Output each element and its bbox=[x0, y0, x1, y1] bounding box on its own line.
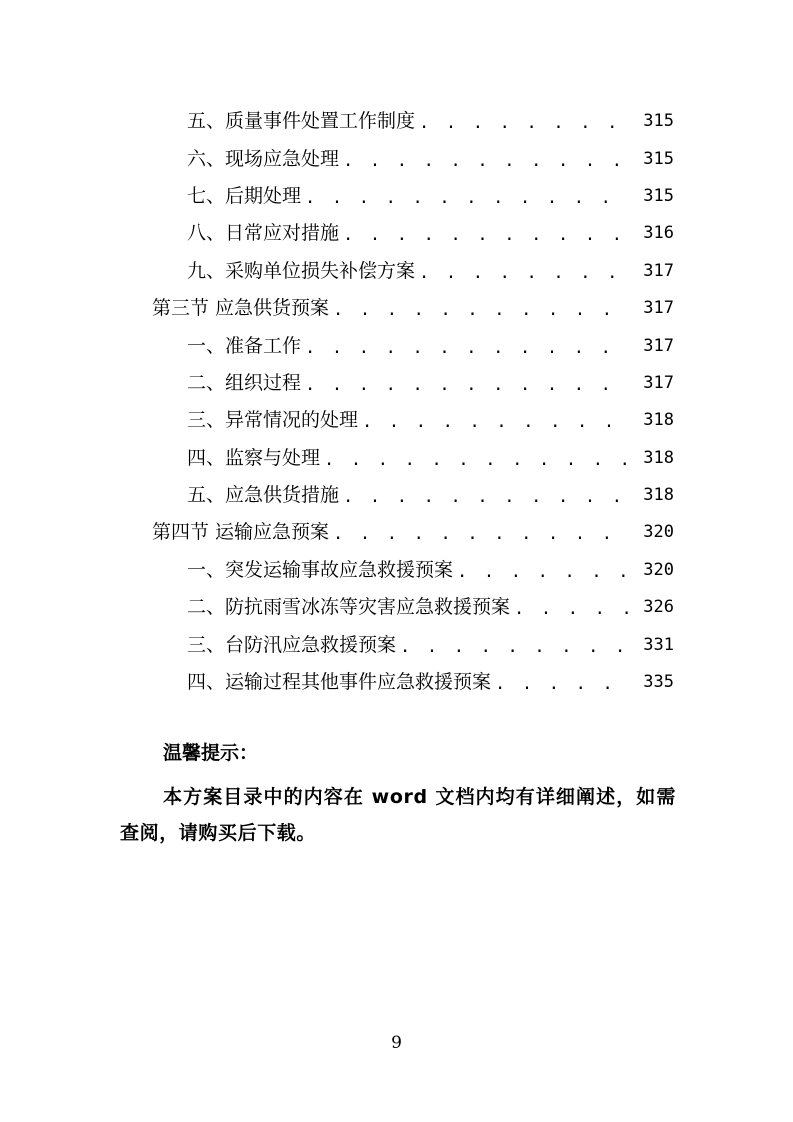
toc-entry-title: 九、采购单位损失补偿方案 bbox=[187, 259, 416, 282]
toc-entry-title: 七、后期处理 bbox=[187, 184, 302, 207]
toc-dot-leader bbox=[457, 564, 630, 581]
toc-entry-page: 320 bbox=[643, 559, 674, 580]
toc-section-entry[interactable] bbox=[0, 514, 793, 551]
toc-dot-leader bbox=[333, 526, 630, 543]
toc-entry[interactable] bbox=[0, 253, 793, 290]
toc-entry-page: 317 bbox=[643, 260, 674, 281]
toc-entry-title: 三、异常情况的处理 bbox=[187, 409, 359, 432]
toc-entry-title: 四、运输过程其他事件应急救援预案 bbox=[187, 671, 492, 694]
toc-dot-leader bbox=[324, 452, 630, 469]
toc-entry[interactable] bbox=[0, 327, 793, 364]
toc-entry-page: 316 bbox=[643, 223, 674, 244]
toc-dot-leader bbox=[400, 639, 630, 656]
toc-entry-page: 318 bbox=[643, 485, 674, 506]
toc-entry[interactable] bbox=[0, 589, 793, 626]
toc-entry-title: 第四节 运输应急预案 bbox=[152, 521, 330, 544]
toc-entry-title: 一、突发运输事故应急救援预案 bbox=[187, 558, 454, 581]
toc-entry-title: 五、应急供货措施 bbox=[187, 484, 340, 507]
toc-entry[interactable] bbox=[0, 215, 793, 252]
toc-entry-title: 三、台防汛应急救援预案 bbox=[187, 633, 397, 656]
toc-dot-leader bbox=[305, 340, 630, 357]
toc-entry-page: 315 bbox=[643, 148, 674, 169]
toc-entry[interactable] bbox=[0, 440, 793, 477]
table-of-contents bbox=[0, 103, 793, 701]
toc-dot-leader bbox=[514, 601, 630, 618]
toc-dot-leader bbox=[305, 190, 630, 207]
toc-entry[interactable] bbox=[0, 626, 793, 663]
toc-dot-leader bbox=[419, 265, 630, 282]
toc-entry-page: 326 bbox=[643, 597, 674, 618]
toc-entry-title: 第三节 应急供货预案 bbox=[152, 297, 330, 320]
toc-entry-page: 331 bbox=[643, 634, 674, 655]
toc-dot-leader bbox=[305, 377, 630, 394]
toc-entry[interactable] bbox=[0, 103, 793, 140]
toc-entry-page: 320 bbox=[643, 522, 674, 543]
toc-entry-title: 五、质量事件处置工作制度 bbox=[187, 110, 416, 133]
tips-title: 温馨提示： bbox=[163, 742, 259, 764]
toc-entry[interactable] bbox=[0, 402, 793, 439]
toc-entry-title: 六、现场应急处理 bbox=[187, 147, 340, 170]
toc-entry[interactable] bbox=[0, 178, 793, 215]
toc-entry-title: 一、准备工作 bbox=[187, 334, 302, 357]
toc-entry-title: 八、日常应对措施 bbox=[187, 222, 340, 245]
toc-entry-page: 317 bbox=[643, 335, 674, 356]
toc-entry-title: 二、组织过程 bbox=[187, 371, 302, 394]
toc-dot-leader bbox=[419, 115, 630, 132]
toc-dot-leader bbox=[343, 489, 630, 506]
toc-entry-title: 二、防抗雨雪冰冻等灾害应急救援预案 bbox=[187, 596, 511, 619]
toc-dot-leader bbox=[343, 153, 630, 170]
toc-section-entry[interactable] bbox=[0, 290, 793, 327]
toc-entry-page: 318 bbox=[643, 447, 674, 468]
toc-entry-page: 335 bbox=[643, 672, 674, 693]
toc-dot-leader bbox=[343, 227, 630, 244]
toc-dot-leader bbox=[333, 302, 630, 319]
toc-dot-leader bbox=[495, 676, 630, 693]
tips-section bbox=[120, 735, 676, 851]
toc-entry-page: 317 bbox=[643, 298, 674, 319]
page-number: 9 bbox=[391, 1033, 402, 1053]
toc-entry[interactable] bbox=[0, 477, 793, 514]
toc-entry[interactable] bbox=[0, 664, 793, 701]
toc-dot-leader bbox=[362, 414, 630, 431]
toc-entry-page: 318 bbox=[643, 410, 674, 431]
toc-entry-title: 四、监察与处理 bbox=[187, 446, 321, 469]
toc-entry-page: 317 bbox=[643, 372, 674, 393]
toc-entry[interactable] bbox=[0, 365, 793, 402]
tips-body: 本方案目录中的内容在 word 文档内均有详细阐述，如需查阅，请购买后下载。 bbox=[120, 786, 676, 844]
toc-entry[interactable] bbox=[0, 552, 793, 589]
toc-entry-page: 315 bbox=[643, 111, 674, 132]
toc-entry-page: 315 bbox=[643, 185, 674, 206]
toc-entry[interactable] bbox=[0, 140, 793, 177]
